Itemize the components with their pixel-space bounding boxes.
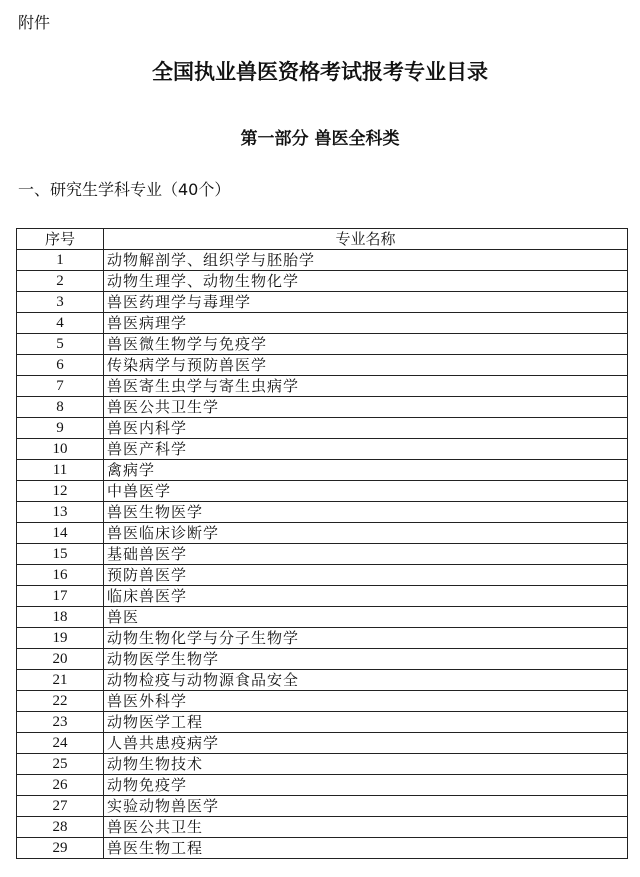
row-serial: 27 [17, 796, 104, 817]
header-serial: 序号 [17, 229, 104, 250]
table-row [17, 271, 628, 292]
row-serial: 5 [17, 334, 104, 355]
row-major-name: 兽医公共卫生学 [104, 397, 628, 418]
table-row [17, 418, 628, 439]
row-serial: 9 [17, 418, 104, 439]
table-row [17, 628, 628, 649]
row-serial: 6 [17, 355, 104, 376]
table-row [17, 649, 628, 670]
row-serial: 22 [17, 691, 104, 712]
row-major-name: 动物解剖学、组织学与胚胎学 [104, 250, 628, 271]
row-major-name: 禽病学 [104, 460, 628, 481]
attachment-label: 附件 [18, 13, 51, 32]
row-serial: 8 [17, 397, 104, 418]
table-row [17, 523, 628, 544]
row-serial: 3 [17, 292, 104, 313]
row-serial: 4 [17, 313, 104, 334]
row-major-name: 兽医微生物学与免疫学 [104, 334, 628, 355]
row-serial: 29 [17, 838, 104, 859]
row-serial: 25 [17, 754, 104, 775]
table-row [17, 838, 628, 859]
row-major-name: 预防兽医学 [104, 565, 628, 586]
row-major-name: 兽医寄生虫学与寄生虫病学 [104, 376, 628, 397]
document-title: 全国执业兽医资格考试报考专业目录 [152, 60, 488, 84]
row-serial: 13 [17, 502, 104, 523]
table-row [17, 565, 628, 586]
table-row [17, 376, 628, 397]
row-major-name: 实验动物兽医学 [104, 796, 628, 817]
row-major-name: 动物医学生物学 [104, 649, 628, 670]
row-serial: 17 [17, 586, 104, 607]
table-row [17, 439, 628, 460]
row-serial: 20 [17, 649, 104, 670]
row-major-name: 动物生物化学与分子生物学 [104, 628, 628, 649]
table-row [17, 502, 628, 523]
row-serial: 19 [17, 628, 104, 649]
row-major-name: 兽医生物工程 [104, 838, 628, 859]
row-major-name: 动物免疫学 [104, 775, 628, 796]
row-serial: 26 [17, 775, 104, 796]
row-major-name: 兽医产科学 [104, 439, 628, 460]
table-row [17, 460, 628, 481]
row-serial: 21 [17, 670, 104, 691]
row-major-name: 兽医内科学 [104, 418, 628, 439]
part-title: 第一部分 兽医全科类 [240, 129, 400, 149]
table-row [17, 817, 628, 838]
majors-table [16, 228, 628, 859]
table-row [17, 334, 628, 355]
table-row [17, 670, 628, 691]
row-major-name: 基础兽医学 [104, 544, 628, 565]
row-serial: 28 [17, 817, 104, 838]
row-major-name: 兽医药理学与毒理学 [104, 292, 628, 313]
row-major-name: 动物检疫与动物源食品安全 [104, 670, 628, 691]
table-header-row [17, 229, 628, 250]
table-row [17, 691, 628, 712]
row-major-name: 兽医公共卫生 [104, 817, 628, 838]
table-row [17, 754, 628, 775]
row-serial: 2 [17, 271, 104, 292]
row-serial: 23 [17, 712, 104, 733]
row-serial: 11 [17, 460, 104, 481]
row-major-name: 动物医学工程 [104, 712, 628, 733]
row-serial: 12 [17, 481, 104, 502]
table-row [17, 250, 628, 271]
table-row [17, 313, 628, 334]
row-major-name: 人兽共患疫病学 [104, 733, 628, 754]
row-major-name: 临床兽医学 [104, 586, 628, 607]
row-major-name: 动物生理学、动物生物化学 [104, 271, 628, 292]
row-major-name: 动物生物技术 [104, 754, 628, 775]
table-row [17, 775, 628, 796]
row-serial: 1 [17, 250, 104, 271]
table-row [17, 355, 628, 376]
row-serial: 15 [17, 544, 104, 565]
table-row [17, 607, 628, 628]
table-row [17, 796, 628, 817]
table-row [17, 397, 628, 418]
table-row [17, 586, 628, 607]
table-row [17, 544, 628, 565]
row-serial: 18 [17, 607, 104, 628]
row-major-name: 兽医外科学 [104, 691, 628, 712]
row-serial: 14 [17, 523, 104, 544]
row-serial: 16 [17, 565, 104, 586]
row-serial: 7 [17, 376, 104, 397]
row-major-name: 兽医 [104, 607, 628, 628]
row-major-name: 传染病学与预防兽医学 [104, 355, 628, 376]
section-heading: 一、研究生学科专业（40个） [18, 180, 231, 199]
table-row [17, 733, 628, 754]
table-row [17, 712, 628, 733]
row-serial: 10 [17, 439, 104, 460]
table-row [17, 481, 628, 502]
table-row [17, 292, 628, 313]
header-major-name: 专业名称 [104, 229, 628, 250]
row-major-name: 兽医临床诊断学 [104, 523, 628, 544]
row-major-name: 兽医生物医学 [104, 502, 628, 523]
row-major-name: 中兽医学 [104, 481, 628, 502]
row-serial: 24 [17, 733, 104, 754]
row-major-name: 兽医病理学 [104, 313, 628, 334]
